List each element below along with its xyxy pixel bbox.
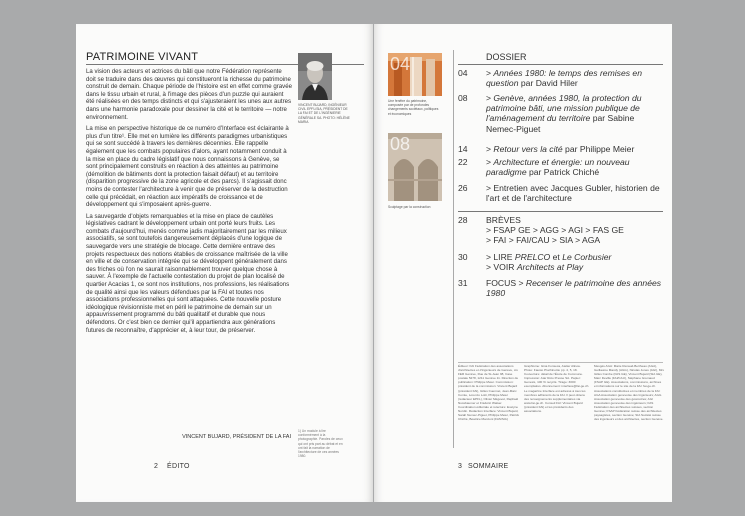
toc-entry[interactable] xyxy=(486,157,664,177)
lire-title: Le Corbusier xyxy=(562,252,612,262)
lire-connector: et xyxy=(550,252,563,262)
toc-entry-title: Années 1980: le temps des remises en question xyxy=(486,68,642,89)
dossier-image-04 xyxy=(388,53,442,96)
breves-heading: BRÈVES xyxy=(486,215,521,225)
lire-prefix: > LIRE xyxy=(486,252,515,262)
section-label: ÉDITO xyxy=(167,463,190,470)
portrait-caption: VINCENT BUJARD, INGÉNIEUR CIVIL EPFL/SIA, PRÉSIDENT DE LA FAI ET DE L'INGÉNIERIE GÉNÉRALE SA. PHOTO: HÉLÈNE MARIA xyxy=(298,103,350,124)
lire-entry[interactable] xyxy=(486,252,664,262)
breves-line[interactable]: > FSAP GE > AGG > AGI > FAS GE xyxy=(486,225,624,235)
toc-entry-author: par Philippe Meier xyxy=(562,144,635,154)
focus-prefix: FOCUS > xyxy=(486,278,526,288)
voir-title: Architects at Play xyxy=(516,262,584,272)
column-divider xyxy=(453,50,454,448)
author-portrait xyxy=(298,53,332,100)
image-caption: Une fenêtre du patrimoine, composée par de profondes changements sociétaux, politiques et économiques xyxy=(388,99,439,116)
toc-entry-title: Retour vers la cité xyxy=(493,144,563,154)
dossier-top-rule xyxy=(458,64,663,65)
right-page xyxy=(374,24,672,502)
toc-entry-prefix: > xyxy=(486,144,494,154)
toc-page-number: 14 xyxy=(458,144,468,154)
lire-title: PRELCO xyxy=(514,252,551,262)
image-caption: Sculptage par la construction xyxy=(388,205,431,209)
toc-entry-author: par David Hiler xyxy=(518,78,578,89)
toc-entry[interactable] xyxy=(486,68,664,88)
editorial-signature: VINCENT BUJARD, PRÉSIDENT DE LA FAI xyxy=(182,434,291,440)
breves-line[interactable]: > FAI > FAI/CAU > SIA > AGA xyxy=(486,235,601,245)
focus-title: Recenser le patrimoine des années 1980 xyxy=(486,278,662,299)
section-label: SOMMAIRE xyxy=(468,463,509,470)
left-page xyxy=(76,24,373,502)
toc-entry[interactable] xyxy=(486,144,664,154)
colophon-rule xyxy=(458,362,663,363)
toc-page-number: 31 xyxy=(458,278,468,288)
toc-page-number: 08 xyxy=(458,93,468,103)
toc-entry-title: Architecture et énergie: un nouveau paradigme xyxy=(486,157,630,178)
toc-page-number: 26 xyxy=(458,183,468,193)
colophon-column: Éditeur: FAI Fédération des associations d'architectes et d'ingénieurs de Genève, c/o FER Genève, Rue de St-Jean 98, Case postale 5278, 1211 Genève 11. Direction de publication: Philippe Meier. Commission: président de la commission: Vincent Bujard (président FAI), Gilles Cuennet, Jean-Marc Comte, Lorenzo Lotti, Philippe Meier (rédacteur EPFL), Olivier Mégevet, Raphaël Nussbaumer et Frédéric Walser. Coordination éditoriale et relecture: Evelyne Nordin. Rédaction Interface: Vincent Bujard, Sarah Nemec-Piguet, Philippe Meier, Patrick Chiché, Béatrice Manzoni (FAS/SIA) xyxy=(458,364,520,422)
toc-entry-prefix: > Entretien avec Jacques Gubler, historien de l'art et de l'architecture xyxy=(486,183,660,204)
page-number: 2 xyxy=(154,463,159,470)
focus-entry[interactable] xyxy=(486,278,664,298)
voir-entry[interactable] xyxy=(486,262,664,272)
editorial-paragraph: La vision des acteurs et actrices du bâti que notre Fédération représente doit se traduire dans des œuvres qui constitueront la richesse du patrimoine construit de demain. Chaque période de l'histoire est en effet comme gravée dans le tissu urbain et rural, à l'image des pièces d'un puzzle qui auraient été réalisées en des temps distincts et qui s'ajusteraient les unes aux autres dans une harmonie paradoxale pour dessiner la cité et le territoire — notre environnement. xyxy=(86,68,292,121)
dossier-heading: DOSSIER xyxy=(486,52,527,62)
breves-rule xyxy=(458,211,663,212)
image-number: 08 xyxy=(390,134,411,154)
footnote: 1) Un module à lire conformément à la photographie. Paroles de ceux qui ont pris part au débat et en ont fait la narration de l'architecture de ces années 1980. xyxy=(298,429,343,459)
page-title: PATRIMOINE VIVANT xyxy=(86,51,199,63)
editorial-paragraph: La mise en perspective historique de ce numéro d'Interface est éclairante à plus d'un titre¹. Elle met en lumière les différents paradigmes urbanistiques qui se sont succédé à travers les dernières décennies. Elle rappelle également que les combats populaires d'alors, ayant notamment conduit à la mise en place du cadre législatif que nous connaissons à Genève, se sont principalement construits en réaction à des atteintes au patrimoine (démolition de bâtiments dont la protection faisait défaut) et au territoire (disparition progressive de la zone agricole et des parcs). Il s'agissait donc moins de contester l'architecture à venir que de préserver de la destruction celle qui précédait, en réaction aux impératifs de croissance et de développement qui s'imposaient après-guerre. xyxy=(86,125,289,209)
dossier-image-08 xyxy=(388,133,442,201)
page-number: 3 xyxy=(458,463,463,470)
toc-entry[interactable] xyxy=(486,93,664,134)
toc-page-number: 30 xyxy=(458,252,468,262)
portrait-illustration xyxy=(298,53,332,100)
toc-entry-title: Genève, années 1980, la protection du patrimoine bâti, une mission publique de l'aménagement du territoire xyxy=(486,93,642,124)
toc-entry-prefix: > xyxy=(486,68,494,78)
colophon-column: Mesgès AGA: Marie Renaud-Bertheau (AGA), Guillaume Mandy (AGG), Nicolas Jones (AGI), Mrs Gilles Combe (FAS GE), Vincent Bujard (SIA GE), Marc Deville (FAI/CAU), Stéphane Gremaud (FSAP GE). Associations, commissions, archives et informations sur le site de la FAI: fai-ge.ch. Associations constitutives et membres de la FAI: AGA Association genevoise des Ingénieurs; AGG Association genevoise des géomètres; AGI Association genevoise des ingénieurs; FAS Fédération des architectes suisses, section Genève; FSAP Fédération suisse des architectes paysagistes, section Genève; SIA Société suisse des ingénieurs et des architectes, section Genève. xyxy=(594,364,664,422)
toc-page-number: 22 xyxy=(458,157,468,167)
toc-entry-author: par Sabine Nemec-Piguet xyxy=(486,113,635,134)
toc-page-number: 28 xyxy=(458,215,468,225)
toc-entry[interactable] xyxy=(486,183,664,203)
toc-entry-prefix: > xyxy=(486,93,494,103)
toc-entry-prefix: > xyxy=(486,157,494,167)
colophon-column: Graphisme: Gina Fonseca, Atelier Alinéa. Photo: Fausto Pluchinotta: pp. 4, 5, 18. Couverture: détail de l'École de Commune. Impression: Atar Roto Presse SA. Papier: Genesis, 100 % recyclé. Tirage: 3000 exemplaires. Abonnement: interface@fai-ge.ch. Le magazine Interface est adressé à tous les membres adhérents de la FAI. Il peut obtenu des renseignements supplémentaires via www.fai-ge.ch. Conseil FAI: Vincent Bujard (président FAI) et les présidents des associations. xyxy=(524,364,590,414)
editorial-paragraph: La sauvegarde d'objets remarquables et la mise en place de cautèles législatives cadrant le développement urbain ont porté leurs fruits. Les combats d'aujourd'hui, menés comme jadis majoritairement par les milieux associatifs, se sont toutefois dangereusement déplacés d'une logique de sauvegarde vers une stratégie de blocage. Cette dernière entrave des projets respectueux des notions établies de croissance maîtrisée de la ville en ville et de conservation intégrée qui se développent généralement dans des friches où l'on ne saurait raisonnablement trouver quelque chose à sauver. À l'exemple de l'actuelle contestation du projet de plan localisé de quartier Acacias 1, ce sont nos institutions, nos professions, les réalisations de qualité ainsi que les valeurs défendues par la FAI et toutes nos associations professionnelles qui sont attaquées. Cette nouvelle posture idéologique révisionniste met en péril le patrimoine de demain sur un appauvrissement programmé du bâti qualitatif et durable que nous défendons. Or c'est bien ce dernier qui'il appartiendra aux générations futures de reconnaître, d'apprécier et, à leur tour, de préserver. xyxy=(86,212,290,334)
toc-entry-author: par Patrick Chiché xyxy=(526,167,600,178)
voir-prefix: > VOIR xyxy=(486,262,517,272)
magazine-spread xyxy=(76,24,672,502)
editorial-body xyxy=(86,68,292,338)
image-number: 04 xyxy=(390,54,411,74)
toc-page-number: 04 xyxy=(458,68,468,78)
